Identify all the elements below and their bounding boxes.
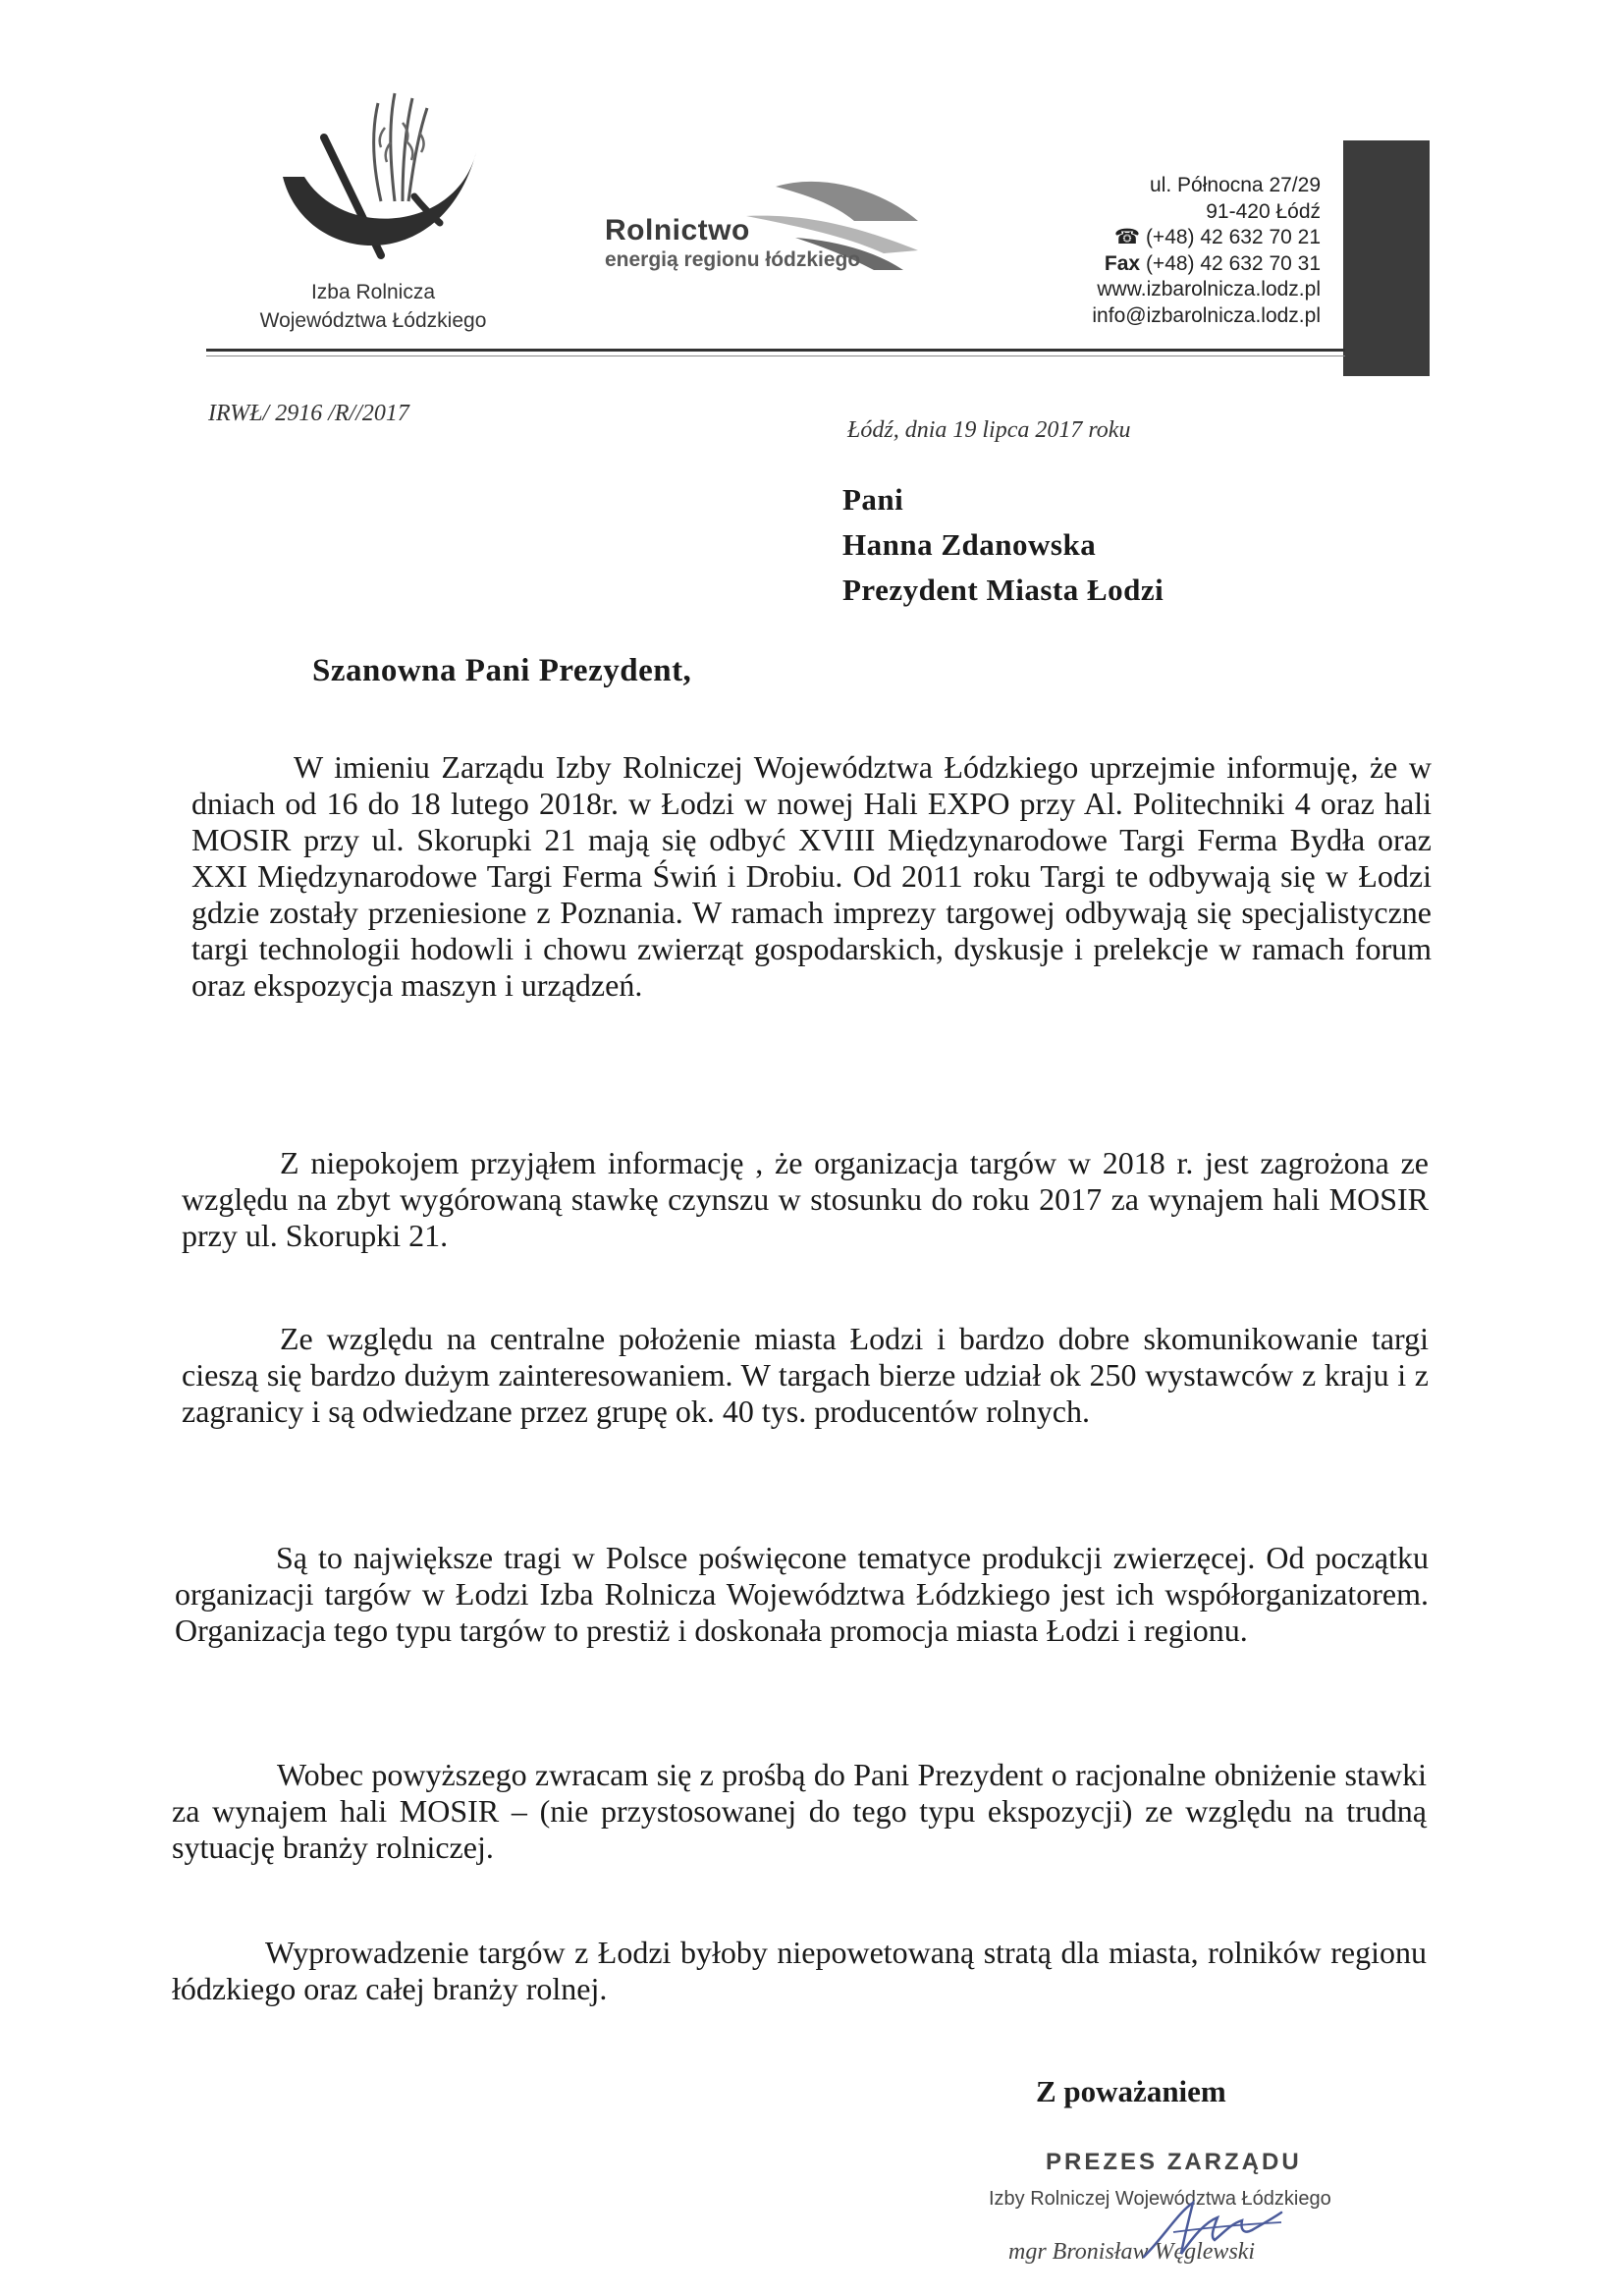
sickle-wheat-logo-icon xyxy=(265,83,511,280)
fax-number: (+48) 42 632 70 31 xyxy=(1145,251,1321,275)
recipient-title: Pani xyxy=(842,482,904,517)
paragraph-4-text: Są to największe tragi w Polsce poświęcone tematyce produkcji zwierzęcej. Od początku organizacji targów w Łodzi Izba Rolnicza Województwa Łódzkiego jest ich współorganizatorem. Organizacja tego typu targów to prestiż i doskonała promocja miasta Łodzi i regionu. xyxy=(175,1540,1429,1648)
phone-number: (+48) 42 632 70 21 xyxy=(1145,226,1321,248)
closing: Z poważaniem xyxy=(1036,2074,1226,2108)
signature-title: PREZES ZARZĄDU xyxy=(1046,2149,1302,2175)
campaign-logo xyxy=(599,177,933,285)
fax-line xyxy=(943,251,1321,278)
header-side-bar xyxy=(1343,140,1430,376)
paragraph-6-text: Wyprowadzenie targów z Łodzi byłoby niepowetowaną stratą dla miasta, rolników regionu łódzkiego oraz całej branży rolnej. xyxy=(172,1935,1427,2006)
paragraph-1-text: W imieniu Zarządu Izby Rolniczej Województwa Łódzkiego uprzejmie informuję, że w dniach od 16 do 18 lutego 2018r. w Łodzi w nowej Hali EXPO przy Al. Politechniki 4 oraz hali MOSIR przy ul. Skorupki 21 mają się odbyć XVIII Międzynarodowe Targi Ferma Bydła oraz XXI Międzynarodowe Targi Ferma Świń i Drobiu. Od 2011 roku Targi te odbywają się w Łodzi gdzie zostały przeniesione z Poznania. W ramach imprezy targowej odbywają się specjalistyczne targi technologii hodowli i chowu zwierząt gospodarskich, dyskusje i prelekcje w ramach forum oraz ekspozycja maszyn i urządzeń. xyxy=(191,749,1432,1003)
header-divider xyxy=(206,349,1345,352)
org-caption-line1: Izba Rolnicza xyxy=(310,281,436,303)
recipient-name: Hanna Zdanowska xyxy=(842,527,1097,562)
fax-label: Fax xyxy=(1104,251,1141,275)
reference-number: IRWŁ/ 2916 /R//2017 xyxy=(208,401,409,426)
email: info@izbarolnicza.lodz.pl xyxy=(1092,303,1321,327)
address-city: 91-420 Łódź xyxy=(1206,199,1321,223)
signature-stamp xyxy=(987,2149,1380,2286)
salutation: Szanowna Pani Prezydent, xyxy=(312,653,692,688)
org-caption-line2: Województwa Łódzkiego xyxy=(259,309,487,332)
phone-line xyxy=(943,225,1321,251)
recipient-position: Prezydent Miasta Łodzi xyxy=(842,573,1164,607)
campaign-subtitle: energią regionu łódzkiego xyxy=(605,248,861,271)
body-paragraph-4 xyxy=(175,1540,1429,1649)
contact-block xyxy=(943,173,1321,329)
body-paragraph-3 xyxy=(182,1321,1429,1430)
org-logo xyxy=(265,83,511,280)
paragraph-2-text: Z niepokojem przyjąłem informację , że organizacja targów w 2018 r. jest zagrożona ze względu na zbyt wygórowaną stawkę czynszu w stosunku do roku 2017 za wynajem hali MOSIR przy ul. Skorupki 21. xyxy=(182,1145,1429,1253)
paragraph-3-text: Ze względu na centralne położenie miasta Łodzi i bardzo dobre skomunikowanie targi cieszą się bardzo dużym zainteresowaniem. W targach bierze udział ok 250 wystawców z kraju i z zagranicy i są odwiedzane przez grupę ok. 40 tys. producentów rolnych. xyxy=(182,1321,1429,1429)
body-paragraph-5 xyxy=(172,1757,1427,1866)
paragraph-5-text: Wobec powyższego zwracam się z prośbą do Pani Prezydent o racjonalne obniżenie stawki za wynajem hali MOSIR – (nie przystosowanej do tego typu ekspozycji) ze względu na trudną sytuację branży rolniczej. xyxy=(172,1757,1427,1865)
signature-organization: Izby Rolniczej Województwa Łódzkiego xyxy=(989,2188,1331,2210)
phone-icon: ☎ xyxy=(1113,226,1141,248)
campaign-title: Rolnictwo xyxy=(605,214,750,246)
address-street: ul. Północna 27/29 xyxy=(1150,174,1321,196)
body-paragraph-6 xyxy=(172,1935,1427,2007)
website: www.izbarolnicza.lodz.pl xyxy=(1097,278,1321,301)
org-caption xyxy=(206,278,540,335)
handwritten-signature-icon xyxy=(1134,2183,1291,2267)
body-paragraph-1 xyxy=(191,749,1432,1004)
header-divider-thin xyxy=(206,355,1345,356)
body-paragraph-2 xyxy=(182,1145,1429,1254)
recipient-block xyxy=(842,477,1164,613)
signature-name: mgr Bronisław Węglewski xyxy=(1008,2239,1256,2265)
place-date: Łódź, dnia 19 lipca 2017 roku xyxy=(847,417,1131,443)
